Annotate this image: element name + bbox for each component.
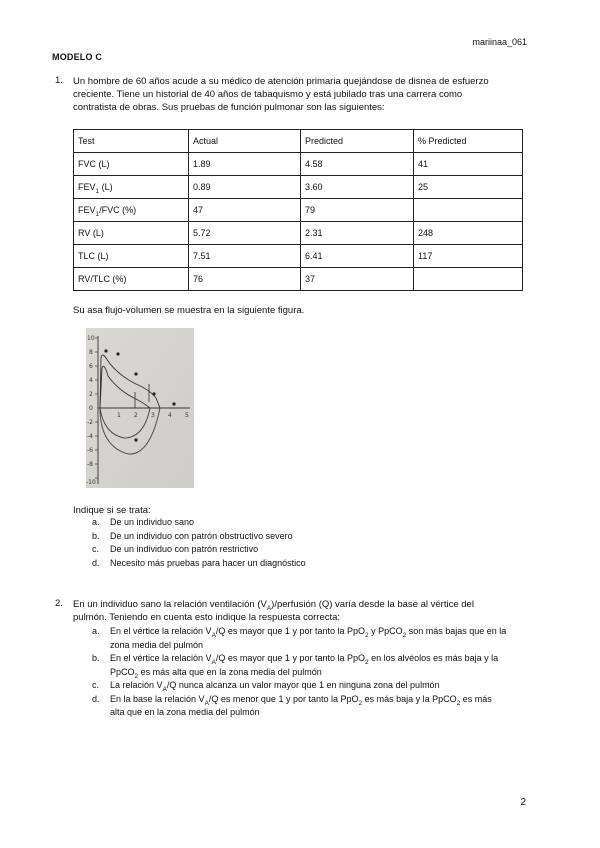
table-cell: 5.72 (189, 222, 301, 245)
y-tick-label: 6 (89, 363, 93, 370)
x-tick-label: 4 (168, 412, 172, 419)
table-header-cell: Predicted (301, 130, 414, 153)
table-cell: RV/TLC (%) (74, 268, 189, 291)
question-1-options (92, 516, 306, 570)
option-text-line-2 (110, 666, 549, 680)
y-tick-label: -4 (87, 433, 93, 440)
table-header-cell: % Predicted (414, 130, 523, 153)
text-run: es más alta que en la zona media del pulmón (138, 666, 322, 677)
table-cell: 76 (189, 268, 301, 291)
y-tick-label: 0 (89, 405, 93, 412)
option-d[interactable] (92, 693, 549, 720)
header-username: mariinaa_061 (472, 37, 527, 47)
pulmonary-function-table (73, 129, 523, 291)
text-run: son más bajas que en la (406, 626, 507, 636)
text-run: /Q es mayor que 1 y por tanto la PpO (215, 653, 365, 663)
subscript: 2 (456, 699, 461, 707)
option-a[interactable] (92, 516, 306, 530)
subscript: 2 (364, 658, 369, 666)
table-cell: 248 (414, 222, 523, 245)
table-cell: TLC (L) (74, 245, 189, 268)
question-1-line-3: contratista de obras. Sus pruebas de función pulmonar son las siguientes: (73, 102, 385, 113)
flow-volume-figure (86, 328, 194, 488)
text-run: y PpCO (368, 626, 403, 636)
table-cell: 6.41 (301, 245, 414, 268)
option-letter: a. (92, 517, 100, 527)
question-2-text (73, 598, 549, 624)
subscript: A (204, 699, 209, 707)
option-text: De un individuo con patrón obstructivo severo (110, 530, 293, 541)
y-tick-label: 10 (87, 335, 95, 342)
table-row (74, 245, 523, 268)
question-2-line-2: pulmón. Teniendo en cuenta esto indique la respuesta correcta: (73, 612, 341, 623)
page-number: 2 (520, 797, 526, 808)
table-cell (74, 176, 189, 199)
question-2-line-1 (73, 598, 549, 611)
table-row (74, 222, 523, 245)
option-text (110, 625, 549, 639)
text-run: En un individuo sano la relación ventilación (V (73, 599, 267, 610)
option-text-line-2: zona media del pulmón (110, 639, 204, 650)
table-cell: 79 (301, 199, 414, 222)
y-tick-label: 4 (89, 377, 93, 384)
table-cell: 4.58 (301, 153, 414, 176)
table-cell: 117 (414, 245, 523, 268)
x-tick-label: 1 (117, 412, 121, 419)
table-header-row (74, 130, 523, 153)
table-row (74, 268, 523, 291)
flow-volume-loop-plot (86, 328, 194, 488)
table-cell: 47 (189, 199, 301, 222)
y-tick-label: 2 (89, 391, 93, 398)
figure-caption: Su asa flujo-volumen se muestra en la siguiente figura. (73, 305, 305, 316)
option-b[interactable] (92, 530, 306, 544)
table-row (74, 176, 523, 199)
x-tick-label: 2 (134, 412, 138, 419)
text-run: En el vértice la relación V (110, 653, 212, 663)
option-letter: c. (92, 680, 100, 690)
text-run: en los alvéolos es más baja y la (368, 653, 499, 663)
table-cell (414, 268, 523, 291)
text-run: En la base la relación V (110, 693, 205, 704)
table-cell: FVC (L) (74, 153, 189, 176)
question-1-number: 1. (55, 75, 63, 86)
text-run: /Q es mayor que 1 y por tanto la PpO (215, 626, 365, 636)
table-row (74, 153, 523, 176)
table-cell: 1.89 (189, 153, 301, 176)
model-title: MODELO C (52, 52, 103, 62)
table-header-cell: Actual (189, 130, 301, 153)
table-cell (74, 199, 189, 222)
x-tick-label: 3 (151, 412, 155, 419)
option-letter: c. (92, 544, 100, 554)
cell-text: (L) (99, 182, 113, 192)
option-b[interactable] (92, 652, 549, 679)
table-cell: 3.60 (301, 176, 414, 199)
option-text: Necesito más pruebas para hacer un diagnóstico (110, 557, 306, 568)
option-letter: d. (92, 693, 100, 704)
table-cell: 7.51 (189, 245, 301, 268)
text-run: )/perfusión (Q) varía desde la base al vértice del (271, 599, 474, 610)
subscript: A (162, 685, 167, 693)
text-run: La relación V (110, 680, 163, 690)
table-cell: 41 (414, 153, 523, 176)
table-cell (414, 199, 523, 222)
subscript: 2 (358, 699, 363, 707)
option-c[interactable] (92, 543, 306, 557)
table-row (74, 199, 523, 222)
table-cell: 37 (301, 268, 414, 291)
question-2-options (92, 625, 549, 720)
y-tick-label: 8 (89, 349, 93, 356)
option-text: De un individuo con patrón restrictivo (110, 544, 259, 554)
subscript: A (211, 658, 216, 666)
text-run: PpCO (110, 666, 135, 677)
option-c[interactable] (92, 679, 549, 693)
table-header-cell: Test (74, 130, 189, 153)
table-cell: 0.89 (189, 176, 301, 199)
subscript: 2 (402, 631, 407, 639)
option-text (110, 652, 549, 666)
cell-text: /FVC (%) (99, 205, 137, 215)
text-run: es más baja y la PpCO (362, 693, 457, 704)
subscript: 1 (95, 210, 100, 218)
option-text (110, 679, 549, 693)
question-1-line-1: Un hombre de 60 años acude a su médico de atención primaria quejándose de disnea de esfuerzo (73, 76, 489, 87)
text-run: /Q nunca alcanza un valor mayor que 1 en ninguna zona del pulmón (166, 680, 440, 690)
option-a[interactable] (92, 625, 549, 652)
question-2-number: 2. (55, 598, 63, 609)
y-tick-label: -8 (87, 461, 93, 468)
option-text-line-2: alta que en la zona media del pulmón (110, 707, 260, 717)
y-tick-label: -10 (86, 479, 96, 486)
option-letter: a. (92, 626, 100, 636)
option-text: De un individuo sano (110, 517, 195, 527)
subscript: A (266, 604, 272, 612)
x-tick-label: 5 (185, 412, 189, 419)
question-1-prompt: Indique si se trata: (73, 505, 151, 516)
question-1-text (73, 75, 549, 114)
table-cell: RV (L) (74, 222, 189, 245)
subscript: 1 (95, 187, 100, 195)
text-run: /Q es menor que 1 y por tanto la PpO (208, 693, 359, 704)
question-1-line-2: creciente. Tiene un historial de 40 años de tabaquismo y está jubilado tras una carrera como (73, 89, 463, 100)
subscript: 2 (134, 672, 139, 680)
option-d[interactable] (92, 557, 306, 571)
table-cell: 25 (414, 176, 523, 199)
option-letter: b. (92, 653, 100, 663)
cell-text: FEV (78, 182, 96, 192)
option-letter: b. (92, 530, 100, 541)
table-cell: 2.31 (301, 222, 414, 245)
option-text (110, 693, 549, 707)
y-tick-label: -2 (87, 419, 93, 426)
option-letter: d. (92, 557, 100, 568)
text-run: En el vértice la relación V (110, 626, 212, 636)
y-tick-label: -6 (87, 447, 93, 454)
subscript: A (211, 631, 216, 639)
text-run: es más (460, 693, 492, 704)
subscript: 2 (364, 631, 369, 639)
cell-text: FEV (78, 205, 96, 215)
